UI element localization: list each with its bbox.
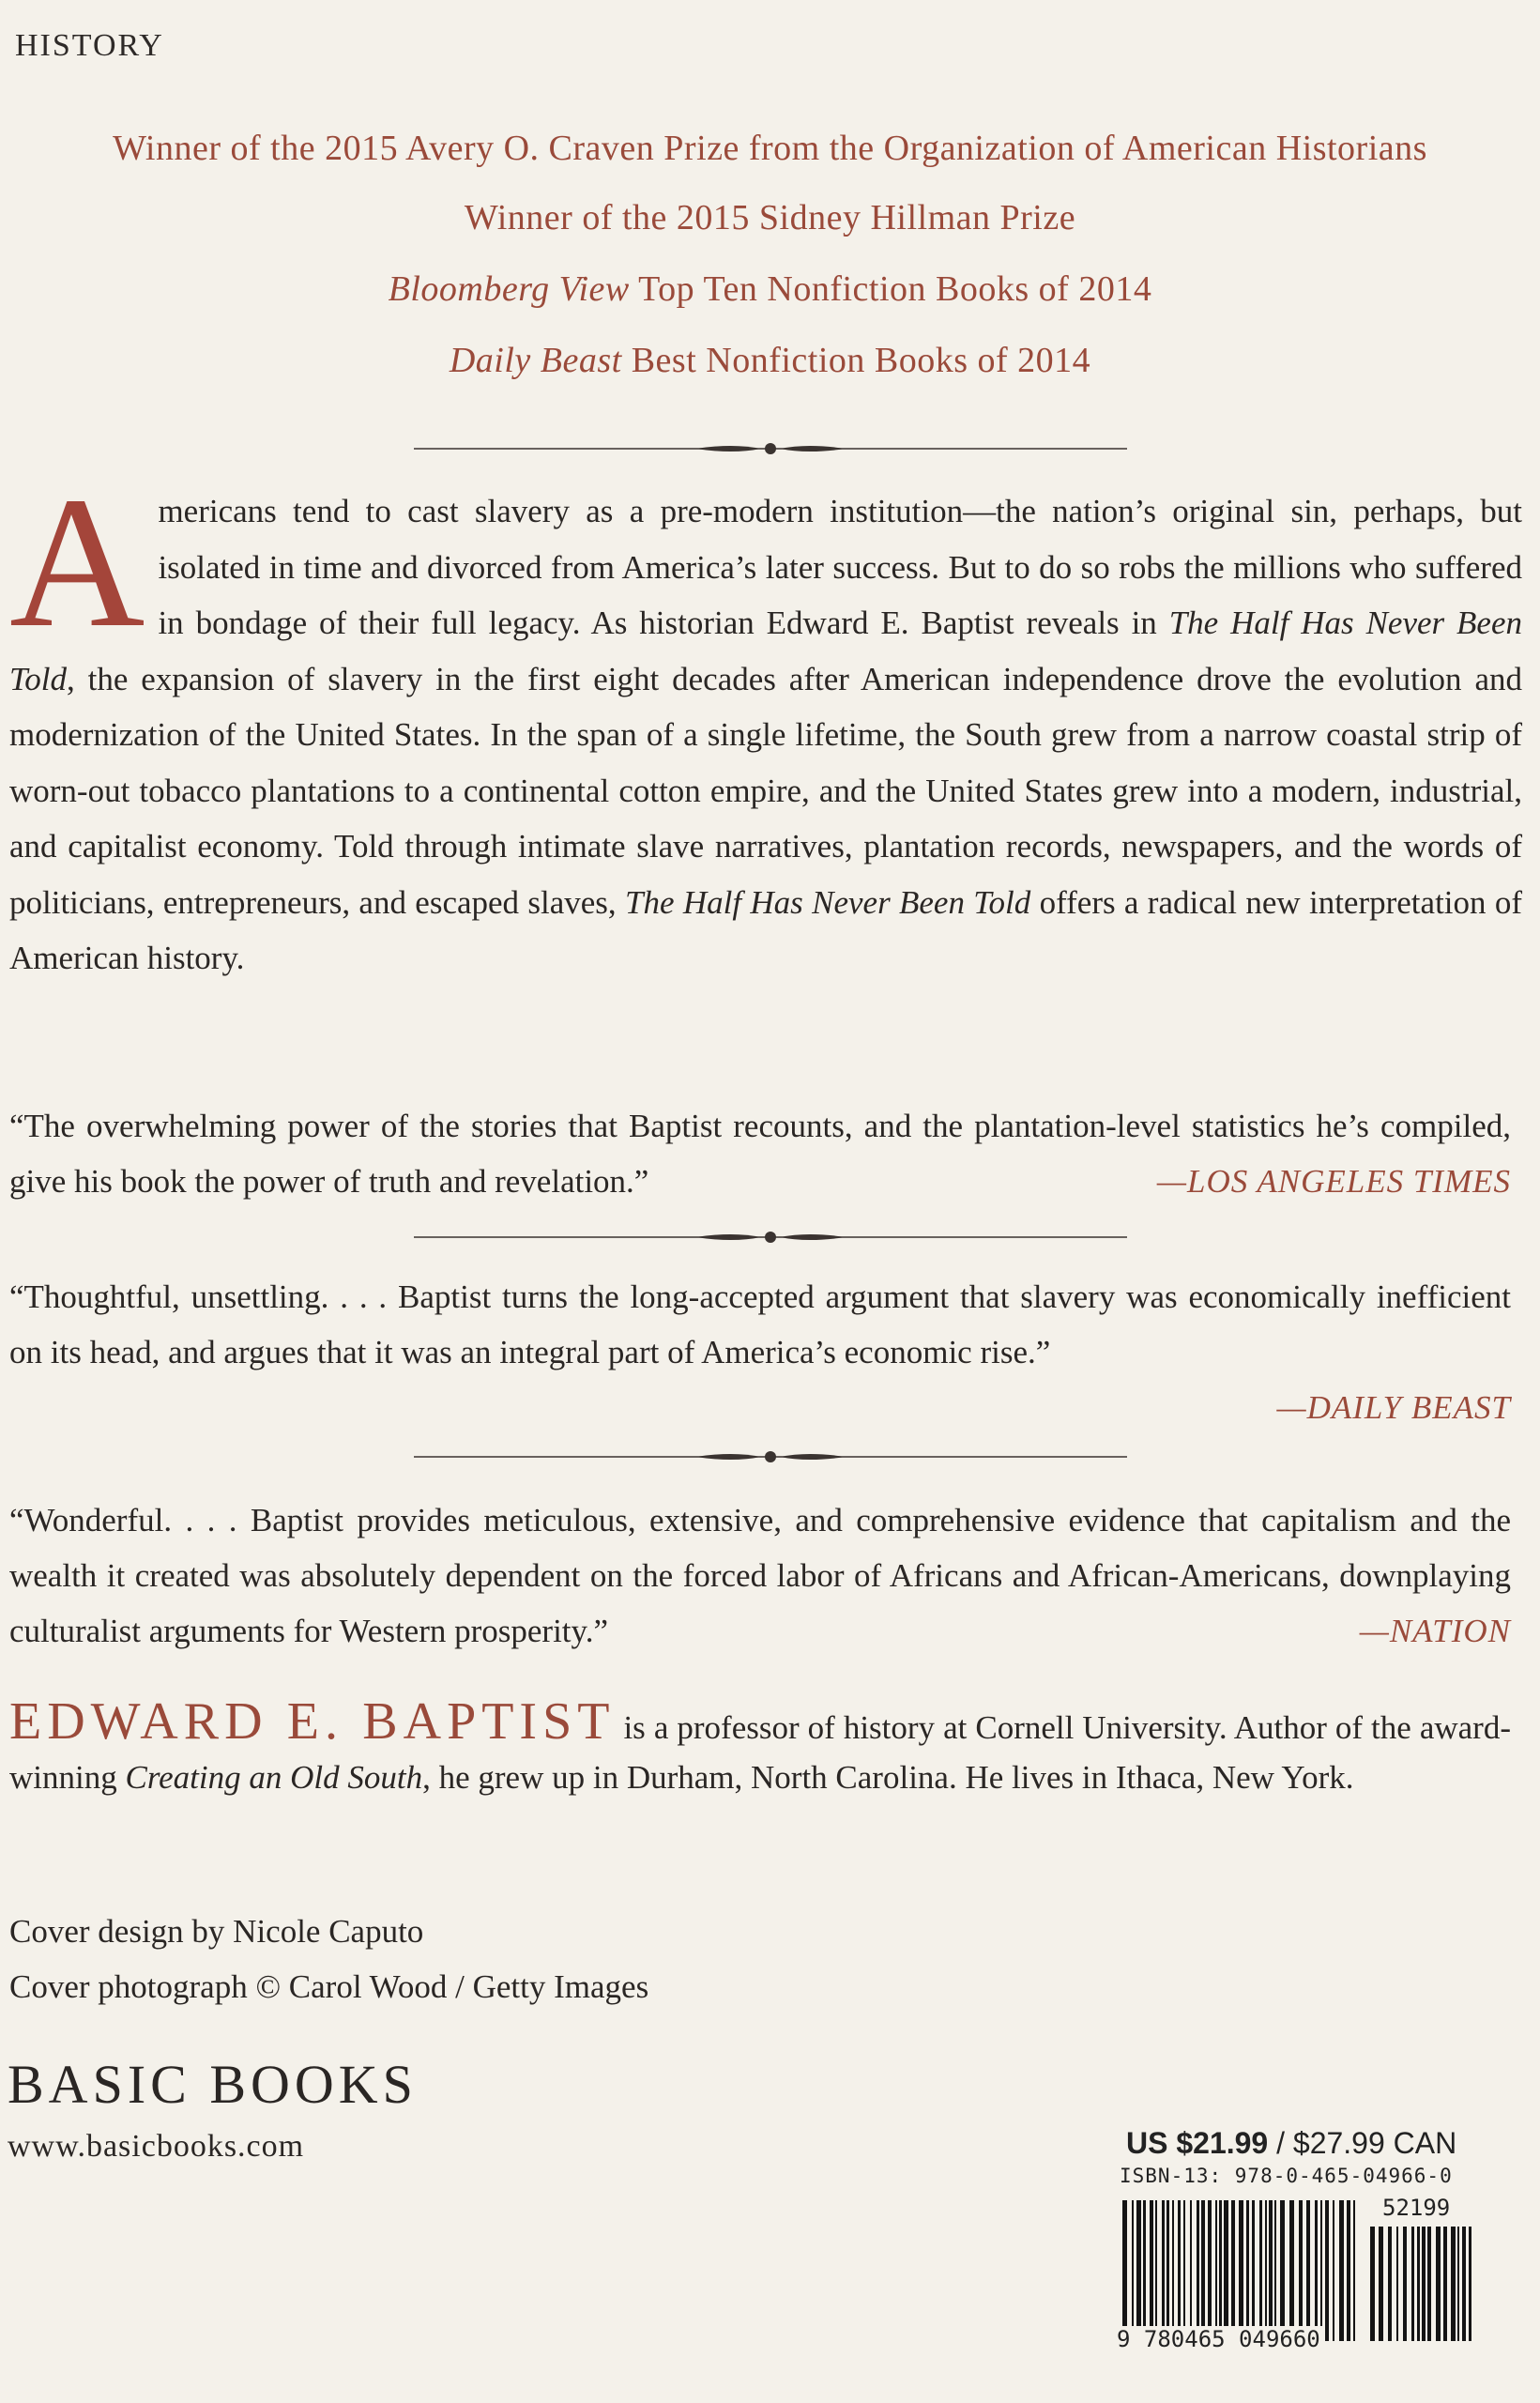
author-bio: EDWARD E. BAPTIST is a professor of history at Cornell University. Author of the award-winning Creating an Old South, he grew up in Durham, North Carolina. He lives in Ithaca, New York. bbox=[9, 1692, 1511, 1796]
cover-design-credit: Cover design by Nicole Caputo bbox=[9, 1913, 424, 1950]
award-line-4: Daily Beast Best Nonfiction Books of 2014 bbox=[449, 341, 1091, 380]
quote-source: —NATION bbox=[1359, 1613, 1511, 1649]
barcode bbox=[1115, 2195, 1490, 2354]
award-line-1: Winner of the 2015 Avery O. Craven Prize from the Organization of American Historians bbox=[113, 129, 1427, 168]
review-quote-3: “Wonderful. . . . Baptist provides meticulous, extensive, and comprehensive evidence that capitalism and the wealth it created was absolutely dependent on the forced labor of Africans and African-Americans, downplaying culturalist arguments for Western prosperity.” —NATION bbox=[9, 1492, 1511, 1659]
publisher-website: www.basicbooks.com bbox=[8, 2129, 305, 2164]
cover-credits bbox=[9, 1904, 648, 2014]
award-line-2: Winner of the 2015 Sidney Hillman Prize bbox=[464, 198, 1076, 237]
quote-source: —DAILY BEAST bbox=[1276, 1389, 1511, 1426]
review-quote-2: “Thoughtful, unsettling. . . . Baptist turns the long-accepted argument that slavery was economically inefficient on its head, and argues that it was an integral part of America’s economic rise.” —DAILY BEAST bbox=[9, 1269, 1511, 1435]
review-quote-1: “The overwhelming power of the stories that Baptist recounts, and the plantation-level statistics he’s compiled, give his book the power of truth and revelation.” —LOS ANGELES TIMES bbox=[9, 1098, 1511, 1209]
drop-cap: A bbox=[9, 459, 145, 666]
can-price: $27.99 CAN bbox=[1292, 2126, 1457, 2160]
other-book-title: Creating an Old South bbox=[125, 1759, 423, 1796]
ornament-divider-1 bbox=[0, 441, 1540, 456]
category-label: HISTORY bbox=[15, 28, 164, 63]
description-blurb: Americans tend to cast slavery as a pre-modern institution—the nation’s original sin, perhaps, but isolated in time and divorced from America’s later success. But to do so robs the millions who suffered in bondage of their full legacy. As historian Edward E. Baptist reveals in The Half Has Never Been Told, the expansion of slavery in the first eight decades after American independence drove the evolution and modernization of the United States. In the span of a single lifetime, the South grew from a narrow coastal strip of worn-out tobacco plantations to a continental cotton empire, and the United States grew into a modern, industrial, and capitalist economy. Told through intimate slave narratives, plantation records, newspapers, and the words of politicians, entrepreneurs, and escaped slaves, The Half Has Never Been Told offers a radical new interpretation of American history. bbox=[9, 459, 1523, 976]
award-line-3: Bloomberg View Top Ten Nonfiction Books of 2014 bbox=[388, 269, 1152, 309]
publisher-name: BASIC BOOKS bbox=[8, 2054, 418, 2115]
barcode-addon-number: 52199 bbox=[1382, 2195, 1451, 2221]
price-line: US $21.99 / $27.99 CAN bbox=[1126, 2126, 1457, 2160]
barcode-digits: 9 780465 049660 bbox=[1117, 2326, 1320, 2352]
ornament-icon bbox=[414, 1230, 1127, 1245]
book-title-ref: The Half Has Never Been Told bbox=[9, 605, 1523, 697]
isbn-label: ISBN-13: 978-0-465-04966-0 bbox=[1120, 2165, 1453, 2187]
ornament-divider-3 bbox=[0, 1449, 1540, 1464]
book-title-ref: The Half Has Never Been Told bbox=[625, 883, 1031, 921]
ornament-icon bbox=[414, 441, 1127, 456]
quote-source: —LOS ANGELES TIMES bbox=[1156, 1163, 1511, 1200]
author-name: EDWARD E. BAPTIST bbox=[9, 1692, 616, 1751]
ornament-divider-2 bbox=[0, 1230, 1540, 1245]
barcode-main-icon bbox=[1122, 2200, 1357, 2341]
ornament-icon bbox=[414, 1449, 1127, 1464]
cover-photo-credit: Cover photograph © Carol Wood / Getty Images bbox=[9, 1968, 649, 2005]
barcode-addon-icon bbox=[1370, 2227, 1473, 2341]
us-price: US $21.99 bbox=[1126, 2126, 1269, 2160]
